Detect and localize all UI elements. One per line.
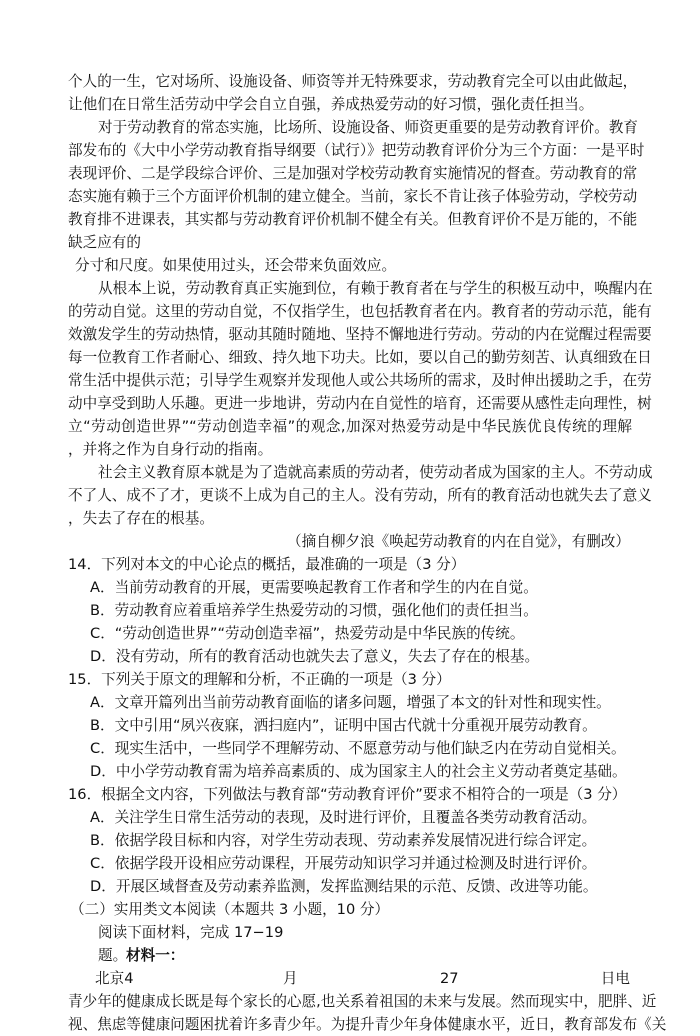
paragraph-line: 态实施有赖于三个方面评价机制的建立健全。当前，家长不肯让孩子体验劳动，学校劳动 <box>68 188 638 205</box>
question-14-option-d: D．没有劳动，所有的教育活动也就失去了意义，失去了存在的根基。 <box>90 648 540 665</box>
paragraph-line: 立“劳动创造世界”“劳动创造幸福”的观念,加深对热爱劳动是中华民族优良传统的理解 <box>68 418 632 435</box>
paragraph-line: 教育排不进课表，其实都与劳动教育评价机制不健全有关。但教育评价不是万能的，不能 <box>68 211 638 228</box>
dateline-part: 月 <box>283 970 298 987</box>
paragraph-line: ，失去了存在的根基。 <box>68 510 214 527</box>
paragraph-line: 对于劳动教育的常态实施，比场所、设施设备、师资更重要的是劳动教育评价。教育 <box>98 119 638 136</box>
question-16: 16．根据全文内容，下列做法与教育部“劳动教育评价”要求不相符合的一项是（3 分） <box>68 786 627 803</box>
paragraph-line: 的劳动自觉。这里的劳动自觉，不仅指学生，也包括教育者在内。教育者的劳动示范，能有 <box>68 303 652 320</box>
paragraph-line: 效激发学生的劳动热情，驱动其随时随地、坚持不懈地进行劳动。劳动的内在觉醒过程需要 <box>68 326 652 343</box>
question-16-option-c: C．依据学段开设相应劳动课程，开展劳动知识学习并通过检测及时进行评价。 <box>90 855 597 872</box>
dateline-part: 27 <box>440 970 459 987</box>
question-14: 14．下列对本文的中心论点的概括，最准确的一项是（3 分） <box>68 556 466 573</box>
question-14-option-c: C．“劳动创造世界”“劳动创造幸福”，热爱劳动是中华民族的传统。 <box>90 625 525 642</box>
question-15-option-a: A．文章开篇列出当前劳动教育面临的诸多问题，增强了本文的针对性和现实性。 <box>90 694 611 711</box>
paragraph-line: 社会主义教育原本就是为了造就高素质的劳动者，使劳动者成为国家的主人。不劳动成 <box>98 464 653 481</box>
question-14-option-a: A．当前劳动教育的开展，更需要唤起教育工作者和学生的内在自觉。 <box>90 579 538 596</box>
question-15: 15．下列关于原文的理解和分析，不正确的一项是（3 分） <box>68 671 451 688</box>
paragraph-line: 表现评价、二是学段综合评价、三是加强对学校劳动教育实施情况的督查。劳动教育的常 <box>68 165 638 182</box>
instruction-line: 题。 <box>98 947 128 964</box>
paragraph-line: 青少年的健康成长既是每个家长的心愿,也关系着祖国的未来与发展。然而现实中，肥胖、近 <box>68 993 657 1010</box>
question-16-option-d: D．开展区域督查及劳动素养监测，发挥监测结果的示范、反馈、改进等功能。 <box>90 878 598 895</box>
material-heading: 材料一： <box>126 947 185 964</box>
source-citation: （摘自柳夕浪《唤起劳动教育的内在自觉》，有删改） <box>287 533 630 550</box>
question-15-option-b: B．文中引用“夙兴夜寐，洒扫庭内”，证明中国古代就十分重视开展劳动教育。 <box>90 717 597 734</box>
paragraph-line: ，并将之作为自身行动的指南。 <box>68 441 273 458</box>
question-16-option-a: A．关注学生日常生活劳动的表现，及时进行评价，且覆盖各类劳动教育活动。 <box>90 809 597 826</box>
paragraph-line: 每一位教育工作者耐心、细致、持久地下功夫。比如，要以自己的勤劳刻苦、认真细致在日 <box>68 349 652 366</box>
dateline-part: 日电 <box>600 970 630 987</box>
section-heading: （二）实用类文本阅读（本题共 3 小题，10 分） <box>70 901 390 918</box>
paragraph-line: 个人的一生，它对场所、设施设备、师资等并无特殊要求，劳动教育完全可以由此做起， <box>68 73 638 90</box>
paragraph-line: 分寸和尺度。如果使用过头，还会带来负面效应。 <box>75 257 397 274</box>
question-16-option-b: B．依据学段目标和内容，对学生劳动表现、劳动素养发展情况进行综合评定。 <box>90 832 597 849</box>
question-15-option-d: D．中小学劳动教育需为培养高素质的、成为国家主人的社会主义劳动者奠定基础。 <box>90 763 627 780</box>
paragraph-line: 视、焦虑等健康问题困扰着许多青少年。为提升青少年身体健康水平，近日，教育部发布《关 <box>68 1016 667 1033</box>
paragraph-line: 缺乏应有的 <box>68 234 141 251</box>
dateline-part: 北京4 <box>95 970 134 987</box>
paragraph-line: 让他们在日常生活劳动中学会自立自强，养成热爱劳动的好习惯，强化责任担当。 <box>68 96 594 113</box>
question-14-option-b: B．劳动教育应着重培养学生热爱劳动的习惯，强化他们的责任担当。 <box>90 602 538 619</box>
paragraph-line: 动中享受到助人乐趣。更进一步地讲，劳动内在自觉性的培育，还需要从感性走向理性，树 <box>68 395 652 412</box>
paragraph-line: 从根本上说，劳动教育真正实施到位，有赖于教育者在与学生的积极互动中，唤醒内在 <box>98 280 653 297</box>
question-15-option-c: C．现实生活中，一些同学不理解劳动、不愿意劳动与他们缺乏内在劳动自觉相关。 <box>90 740 626 757</box>
paragraph-line: 常生活中提供示范；引导学生观察并发现他人或公共场所的需求，及时伸出援助之手，在劳 <box>68 372 652 389</box>
paragraph-line: 不了人、成不了才，更谈不上成为自己的主人。没有劳动，所有的教育活动也就失去了意义 <box>68 487 652 504</box>
instruction-line: 阅读下面材料，完成 17−19 <box>98 924 284 941</box>
paragraph-line: 部发布的《大中小学劳动教育指导纲要（试行）》把劳动教育评价分为三个方面：一是平时 <box>68 142 645 159</box>
